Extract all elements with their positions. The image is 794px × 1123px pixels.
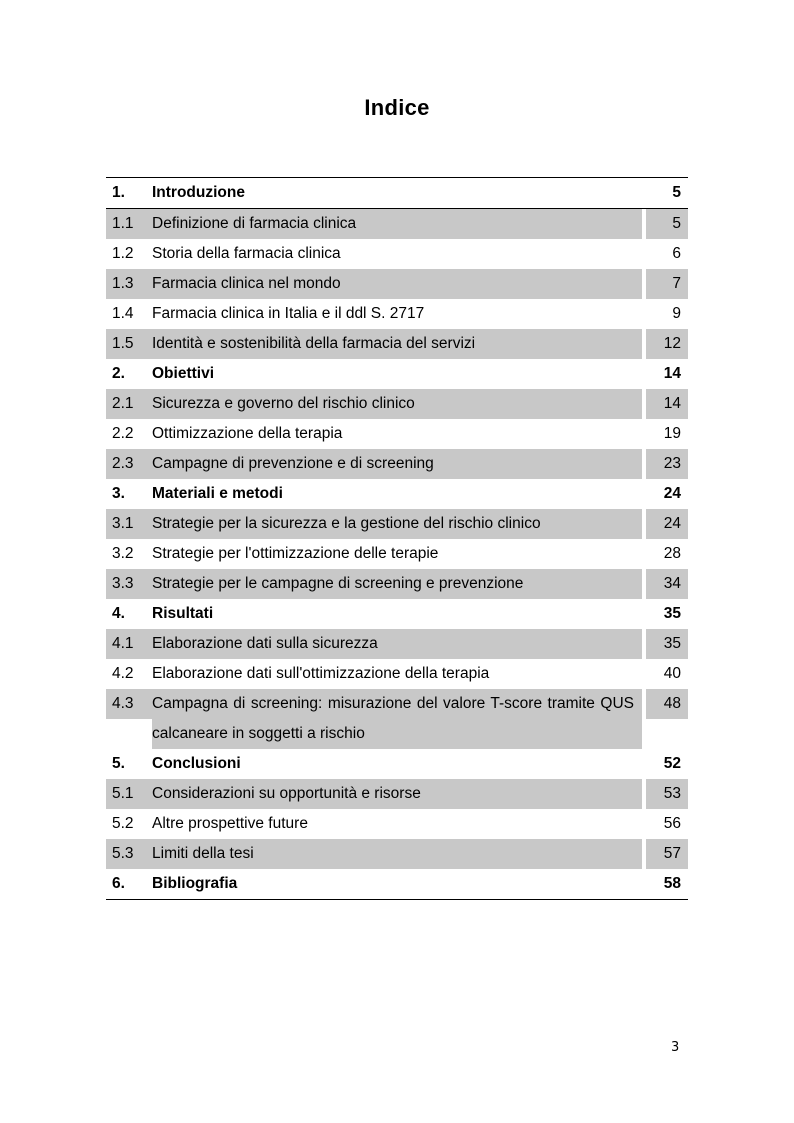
- page-number: 3: [671, 1040, 680, 1055]
- toc-entry-title: Materiali e metodi: [152, 485, 283, 502]
- toc-entry-title: Strategie per l'ottimizzazione delle terapie: [152, 545, 439, 562]
- toc-entry-title: Campagna di screening: misurazione del valore T-score tramite QUS calcaneare in soggetti a rischio: [152, 689, 642, 749]
- toc-section-row[interactable]: [106, 239, 688, 269]
- toc-section-row[interactable]: [106, 419, 688, 449]
- toc-entry-number: 1.4: [112, 305, 134, 322]
- toc-entry-title: Elaborazione dati sulla sicurezza: [152, 629, 642, 659]
- toc-entry-number: 4.3: [106, 689, 152, 719]
- table-of-contents: [106, 177, 688, 900]
- toc-section-row[interactable]: [106, 629, 688, 659]
- toc-entry-number: 3.2: [112, 545, 134, 562]
- toc-entry-title: Definizione di farmacia clinica: [152, 209, 642, 239]
- toc-section-row[interactable]: [106, 509, 688, 539]
- toc-entry-title: Sicurezza e governo del rischio clinico: [152, 389, 642, 419]
- toc-entry-title: Bibliografia: [152, 875, 238, 892]
- toc-entry-number: 1.1: [106, 209, 152, 239]
- toc-entry-page: 58: [663, 875, 681, 892]
- toc-entry-number: 3.3: [106, 569, 152, 599]
- toc-entry-page: 6: [672, 245, 681, 262]
- toc-entry-page: 19: [663, 425, 681, 442]
- toc-entry-title: Obiettivi: [152, 365, 215, 382]
- toc-entry-title: Ottimizzazione della terapia: [152, 425, 343, 442]
- toc-entry-page: 23: [646, 449, 688, 479]
- toc-entry-page: 40: [663, 665, 681, 682]
- toc-entry-number: 3.1: [106, 509, 152, 539]
- toc-entry-page: 5: [672, 184, 681, 201]
- toc-entry-page: 53: [646, 779, 688, 809]
- toc-section-row[interactable]: [106, 539, 688, 569]
- toc-entry-number: 6.: [112, 875, 125, 892]
- toc-entry-number: 3.: [112, 485, 125, 502]
- toc-entry-page: 14: [663, 365, 681, 382]
- toc-entry-title: Farmacia clinica in Italia e il ddl S. 2717: [152, 305, 425, 322]
- toc-entry-title: Limiti della tesi: [152, 839, 642, 869]
- toc-entry-title: Considerazioni su opportunità e risorse: [152, 779, 642, 809]
- toc-entry-page: 52: [663, 755, 681, 772]
- toc-entry-page: 14: [646, 389, 688, 419]
- toc-entry-title: Introduzione: [152, 184, 245, 201]
- toc-entry-number: 4.1: [106, 629, 152, 659]
- toc-entry-number: 5.2: [112, 815, 134, 832]
- toc-entry-page: 35: [663, 605, 681, 622]
- toc-entry-page: 34: [646, 569, 688, 599]
- toc-entry-title: Strategie per le campagne di screening e prevenzione: [152, 569, 642, 599]
- toc-entry-number: 2.: [112, 365, 125, 382]
- toc-entry-page: 12: [646, 329, 688, 359]
- toc-entry-title: Risultati: [152, 605, 214, 622]
- toc-entry-page: 57: [646, 839, 688, 869]
- toc-entry-number: 4.: [112, 605, 125, 622]
- toc-entry-page: 48: [646, 689, 688, 719]
- toc-entry-number: 2.2: [112, 425, 134, 442]
- toc-entry-page: 5: [646, 209, 688, 239]
- toc-entry-number: 5.3: [106, 839, 152, 869]
- toc-entry-number: 1.5: [106, 329, 152, 359]
- toc-section-row[interactable]: [106, 389, 688, 419]
- toc-entry-page: 35: [646, 629, 688, 659]
- toc-entry-page: 28: [663, 545, 681, 562]
- toc-section-row[interactable]: [106, 689, 688, 749]
- toc-entry-page: 9: [672, 305, 681, 322]
- toc-entry-title: Campagne di prevenzione e di screening: [152, 449, 642, 479]
- toc-section-row[interactable]: [106, 779, 688, 809]
- toc-section-row[interactable]: [106, 269, 688, 299]
- page-title: Indice: [364, 95, 430, 120]
- toc-entry-title: Conclusioni: [152, 755, 241, 772]
- toc-entry-title: Storia della farmacia clinica: [152, 245, 341, 262]
- toc-entry-number: 1.2: [112, 245, 134, 262]
- toc-chapter-row[interactable]: [106, 359, 688, 389]
- toc-section-row[interactable]: [106, 659, 688, 689]
- toc-entry-page: 56: [663, 815, 681, 832]
- toc-entry-number: 5.1: [106, 779, 152, 809]
- toc-section-row[interactable]: [106, 449, 688, 479]
- toc-section-row[interactable]: [106, 299, 688, 329]
- toc-section-row[interactable]: [106, 329, 688, 359]
- toc-entry-number: 4.2: [112, 665, 134, 682]
- toc-chapter-row[interactable]: [106, 178, 688, 209]
- toc-chapter-row[interactable]: [106, 599, 688, 629]
- toc-section-row[interactable]: [106, 839, 688, 869]
- toc-entry-title: Strategie per la sicurezza e la gestione del rischio clinico: [152, 509, 642, 539]
- toc-entry-number: 2.1: [106, 389, 152, 419]
- toc-chapter-row[interactable]: [106, 749, 688, 779]
- toc-entry-number: 5.: [112, 755, 125, 772]
- toc-entry-title: Farmacia clinica nel mondo: [152, 269, 642, 299]
- toc-entry-page: 7: [646, 269, 688, 299]
- toc-chapter-row[interactable]: [106, 869, 688, 899]
- toc-entry-number: 1.: [112, 184, 125, 201]
- toc-entry-page: 24: [646, 509, 688, 539]
- toc-section-row[interactable]: [106, 209, 688, 239]
- toc-entry-number: 2.3: [106, 449, 152, 479]
- toc-entry-title: Altre prospettive future: [152, 815, 308, 832]
- toc-section-row[interactable]: [106, 569, 688, 599]
- toc-entry-title: Elaborazione dati sull'ottimizzazione della terapia: [152, 665, 490, 682]
- toc-entry-number: 1.3: [106, 269, 152, 299]
- toc-section-row[interactable]: [106, 809, 688, 839]
- toc-entry-page: 24: [663, 485, 681, 502]
- toc-chapter-row[interactable]: [106, 479, 688, 509]
- toc-entry-title: Identità e sostenibilità della farmacia del servizi: [152, 329, 642, 359]
